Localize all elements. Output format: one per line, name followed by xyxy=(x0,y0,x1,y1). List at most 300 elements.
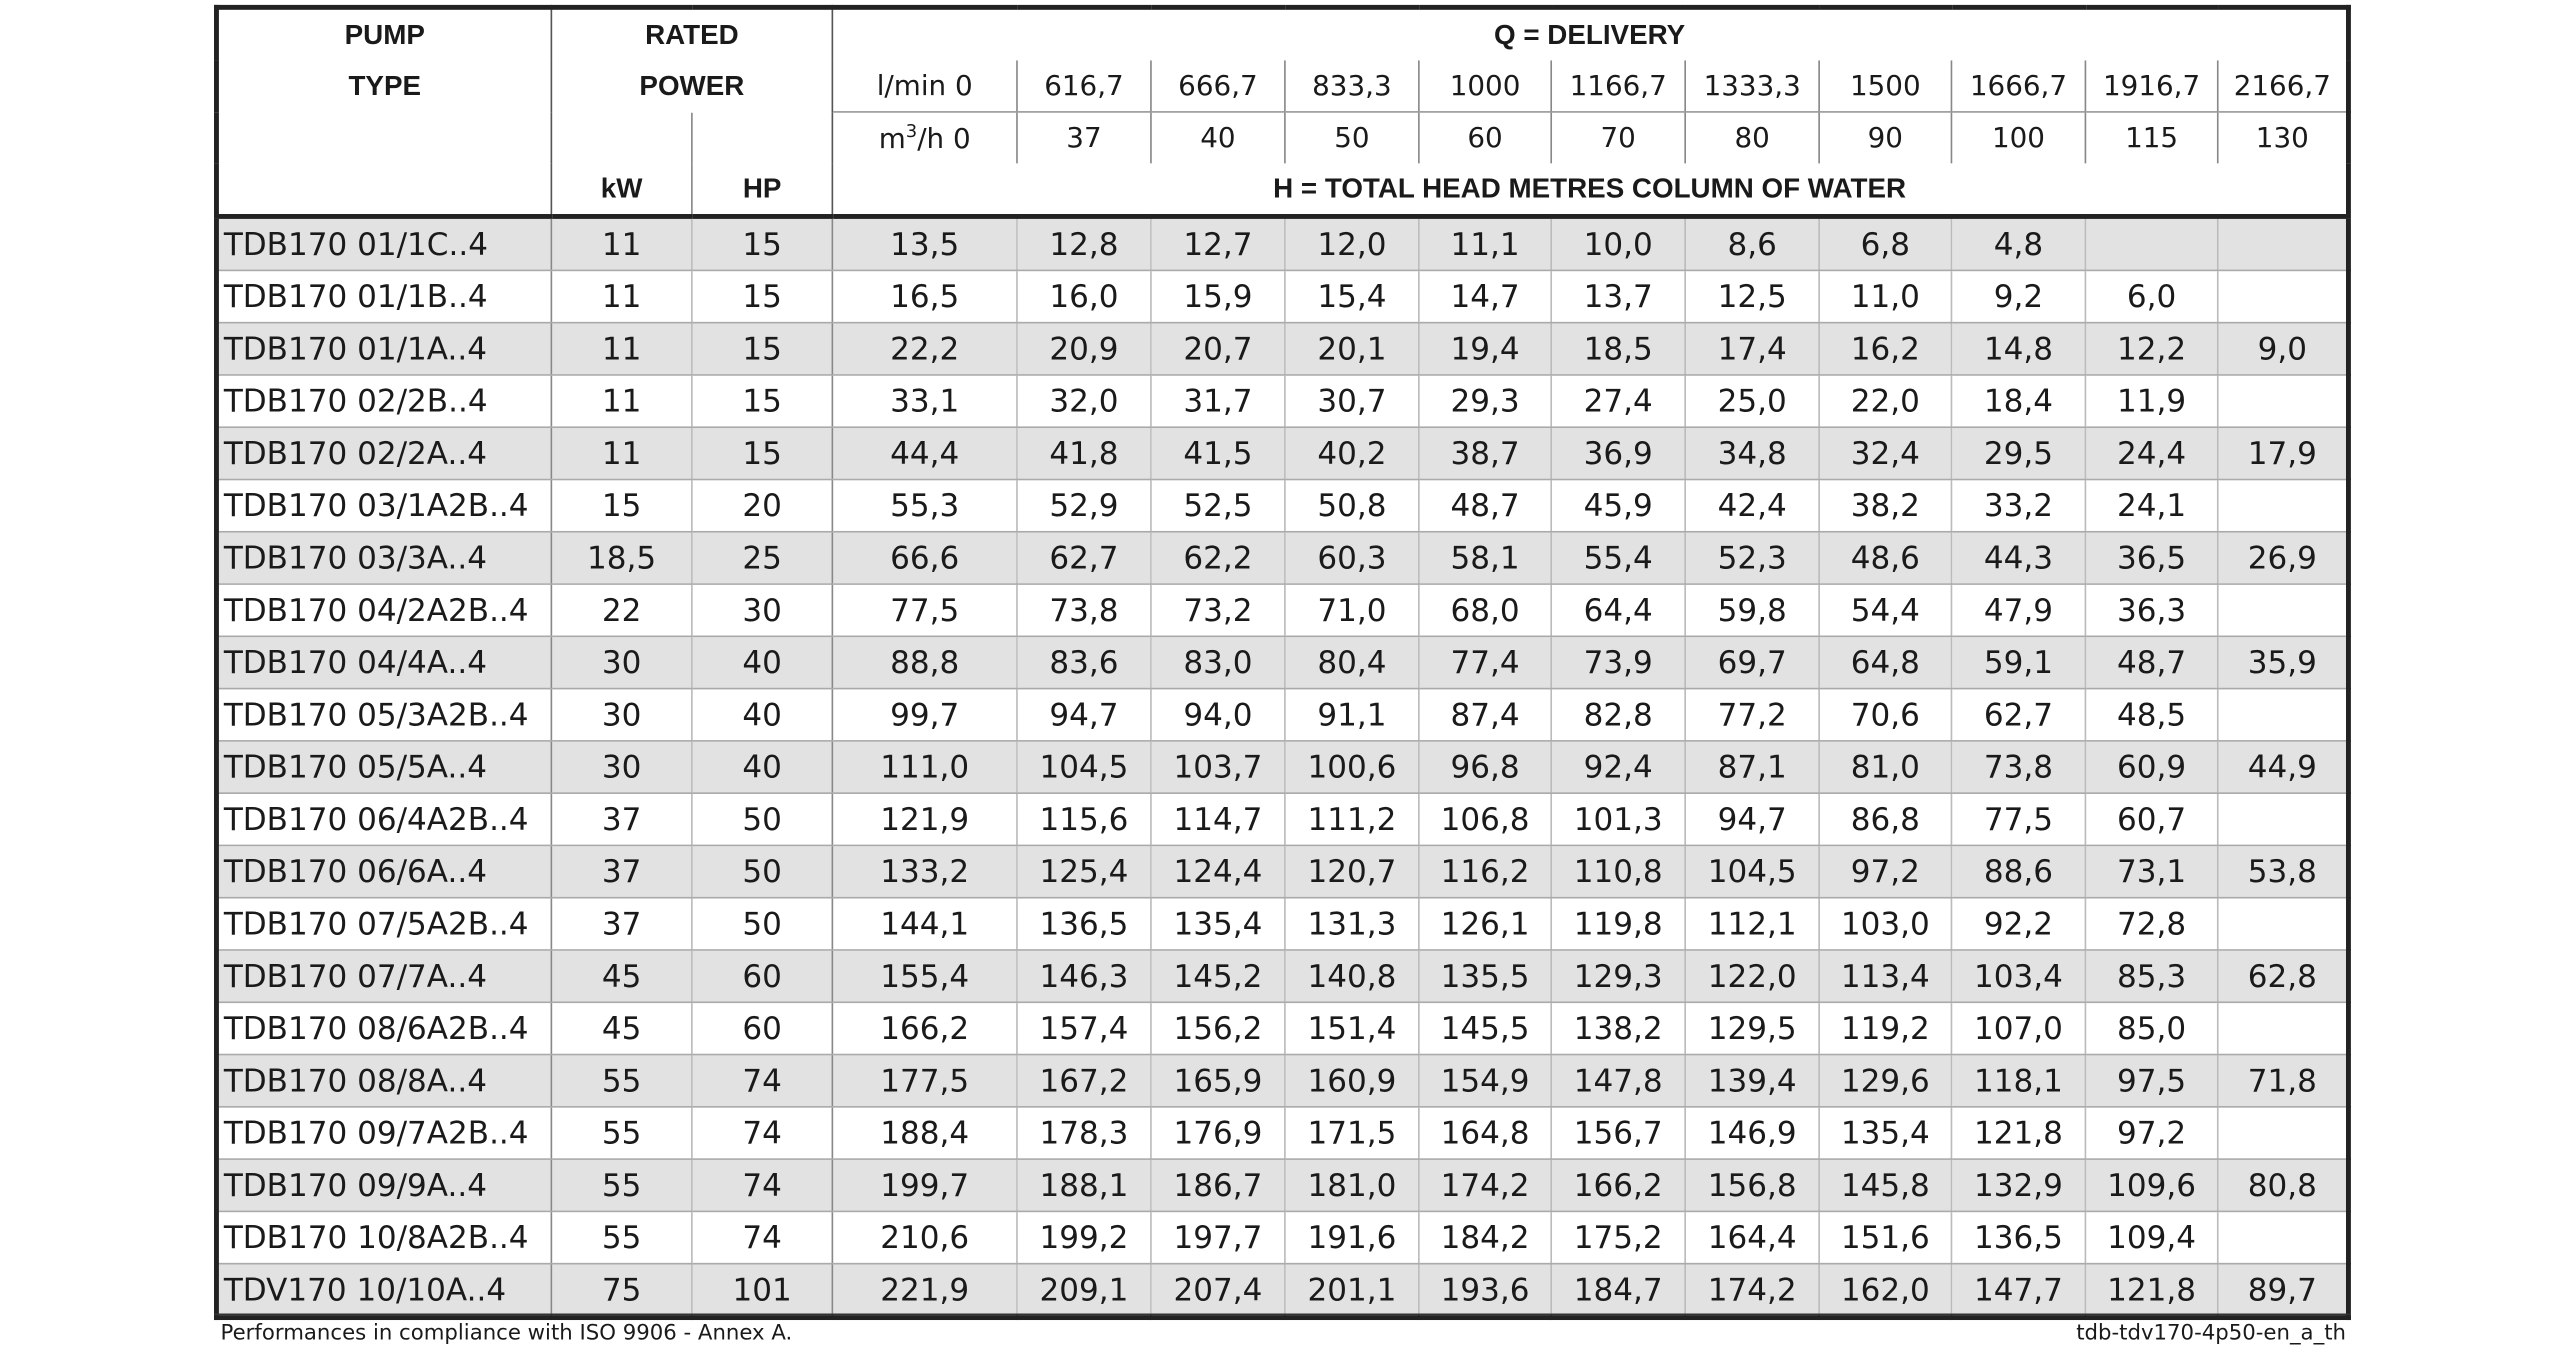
head-value-cell: 15,9 xyxy=(1151,270,1285,322)
head-value-cell: 38,2 xyxy=(1819,479,1951,531)
head-value-cell: 94,7 xyxy=(1685,793,1819,845)
head-value-cell: 201,1 xyxy=(1285,1264,1419,1318)
head-value-cell: 80,8 xyxy=(2218,1159,2349,1211)
hp-cell: 50 xyxy=(692,898,833,950)
head-value-cell: 48,7 xyxy=(2085,636,2217,688)
head-value-cell: 88,8 xyxy=(832,636,1017,688)
hp-cell: 20 xyxy=(692,479,833,531)
kw-cell: 55 xyxy=(551,1055,691,1107)
head-value-cell: 145,2 xyxy=(1151,950,1285,1002)
head-value-cell xyxy=(2218,375,2349,427)
pump-type-cell: TDB170 01/1B..4 xyxy=(216,270,551,322)
head-value-cell: 12,7 xyxy=(1151,216,1285,270)
pump-type-cell: TDB170 09/7A2B..4 xyxy=(216,1107,551,1159)
head-value-cell: 41,5 xyxy=(1151,427,1285,479)
kw-cell: 11 xyxy=(551,375,691,427)
head-value-cell: 126,1 xyxy=(1419,898,1551,950)
head-value-cell: 29,5 xyxy=(1951,427,2085,479)
head-value-cell: 87,1 xyxy=(1685,741,1819,793)
pump-type-cell: TDB170 01/1A..4 xyxy=(216,323,551,375)
kw-cell: 11 xyxy=(551,270,691,322)
table-row xyxy=(216,1159,2348,1211)
kw-cell: 11 xyxy=(551,427,691,479)
head-value-cell: 52,5 xyxy=(1151,479,1285,531)
head-value-cell xyxy=(2218,1002,2349,1054)
flow-lmin-value: 1500 xyxy=(1819,60,1951,111)
head-value-cell: 29,3 xyxy=(1419,375,1551,427)
head-value-cell: 85,3 xyxy=(2085,950,2217,1002)
header-spacer xyxy=(551,112,691,163)
head-value-cell: 14,8 xyxy=(1951,323,2085,375)
head-value-cell: 103,4 xyxy=(1951,950,2085,1002)
head-value-cell: 9,2 xyxy=(1951,270,2085,322)
head-value-cell: 25,0 xyxy=(1685,375,1819,427)
kw-cell: 55 xyxy=(551,1107,691,1159)
head-value-cell: 92,2 xyxy=(1951,898,2085,950)
head-value-cell: 184,2 xyxy=(1419,1211,1551,1263)
head-value-cell: 156,8 xyxy=(1685,1159,1819,1211)
hp-cell: 15 xyxy=(692,216,833,270)
hp-cell: 25 xyxy=(692,532,833,584)
table-row xyxy=(216,845,2348,897)
head-value-cell: 124,4 xyxy=(1151,845,1285,897)
head-value-cell: 176,9 xyxy=(1151,1107,1285,1159)
table-row xyxy=(216,375,2348,427)
rated-power-header-line1: RATED xyxy=(551,7,832,60)
head-value-cell: 64,8 xyxy=(1819,636,1951,688)
head-value-cell: 122,0 xyxy=(1685,950,1819,1002)
table-row xyxy=(216,689,2348,741)
head-title: H = TOTAL HEAD METRES COLUMN OF WATER xyxy=(832,163,2348,216)
head-value-cell: 120,7 xyxy=(1285,845,1419,897)
head-value-cell: 52,9 xyxy=(1017,479,1151,531)
head-value-cell: 32,4 xyxy=(1819,427,1951,479)
head-value-cell: 174,2 xyxy=(1685,1264,1819,1318)
head-value-cell xyxy=(2218,1107,2349,1159)
pump-type-header-line2: TYPE xyxy=(216,60,551,111)
head-value-cell: 73,1 xyxy=(2085,845,2217,897)
head-value-cell: 209,1 xyxy=(1017,1264,1151,1318)
head-value-cell: 133,2 xyxy=(832,845,1017,897)
flow-lmin-value: 2166,7 xyxy=(2218,60,2349,111)
pump-type-cell: TDB170 03/3A..4 xyxy=(216,532,551,584)
pump-type-cell: TDB170 05/5A..4 xyxy=(216,741,551,793)
flow-m3h-value: 37 xyxy=(1017,112,1151,163)
head-value-cell: 18,4 xyxy=(1951,375,2085,427)
pump-type-cell: TDB170 08/8A..4 xyxy=(216,1055,551,1107)
head-value-cell: 144,1 xyxy=(832,898,1017,950)
head-value-cell: 14,7 xyxy=(1419,270,1551,322)
head-value-cell: 103,7 xyxy=(1151,741,1285,793)
head-value-cell: 27,4 xyxy=(1551,375,1685,427)
flow-m3h-label-post: /h 0 xyxy=(917,123,971,156)
table-row xyxy=(216,323,2348,375)
head-value-cell: 11,1 xyxy=(1419,216,1551,270)
head-value-cell: 91,1 xyxy=(1285,689,1419,741)
head-value-cell: 16,0 xyxy=(1017,270,1151,322)
pump-type-cell: TDB170 09/9A..4 xyxy=(216,1159,551,1211)
head-value-cell xyxy=(2218,216,2349,270)
table-body xyxy=(216,216,2348,1317)
head-value-cell: 12,0 xyxy=(1285,216,1419,270)
head-value-cell: 191,6 xyxy=(1285,1211,1419,1263)
flow-lmin-value: 1666,7 xyxy=(1951,60,2085,111)
kw-cell: 37 xyxy=(551,845,691,897)
head-value-cell xyxy=(2085,216,2217,270)
head-value-cell: 132,9 xyxy=(1951,1159,2085,1211)
head-value-cell: 17,9 xyxy=(2218,427,2349,479)
head-value-cell: 184,7 xyxy=(1551,1264,1685,1318)
head-value-cell: 82,8 xyxy=(1551,689,1685,741)
table-row xyxy=(216,1264,2348,1318)
head-value-cell: 151,6 xyxy=(1819,1211,1951,1263)
hp-cell: 15 xyxy=(692,270,833,322)
head-value-cell: 26,9 xyxy=(2218,532,2349,584)
hp-cell: 15 xyxy=(692,427,833,479)
head-value-cell xyxy=(2218,270,2349,322)
head-value-cell: 6,0 xyxy=(2085,270,2217,322)
head-value-cell: 146,3 xyxy=(1017,950,1151,1002)
hp-cell: 74 xyxy=(692,1211,833,1263)
head-value-cell: 44,3 xyxy=(1951,532,2085,584)
table-row xyxy=(216,1107,2348,1159)
head-value-cell: 136,5 xyxy=(1017,898,1151,950)
head-value-cell: 55,4 xyxy=(1551,532,1685,584)
kw-cell: 37 xyxy=(551,898,691,950)
head-value-cell: 129,5 xyxy=(1685,1002,1819,1054)
head-value-cell: 119,8 xyxy=(1551,898,1685,950)
head-value-cell: 68,0 xyxy=(1419,584,1551,636)
table-row xyxy=(216,584,2348,636)
head-value-cell: 48,6 xyxy=(1819,532,1951,584)
head-value-cell: 186,7 xyxy=(1151,1159,1285,1211)
head-value-cell: 89,7 xyxy=(2218,1264,2349,1318)
head-value-cell: 135,4 xyxy=(1151,898,1285,950)
table-row xyxy=(216,636,2348,688)
pump-type-cell: TDB170 04/4A..4 xyxy=(216,636,551,688)
head-value-cell: 193,6 xyxy=(1419,1264,1551,1318)
hp-cell: 101 xyxy=(692,1264,833,1318)
pump-type-cell: TDV170 10/10A..4 xyxy=(216,1264,551,1318)
head-value-cell: 111,0 xyxy=(832,741,1017,793)
head-value-cell: 135,4 xyxy=(1819,1107,1951,1159)
head-value-cell: 88,6 xyxy=(1951,845,2085,897)
head-value-cell: 48,7 xyxy=(1419,479,1551,531)
head-value-cell: 164,4 xyxy=(1685,1211,1819,1263)
hp-cell: 60 xyxy=(692,950,833,1002)
head-value-cell: 136,5 xyxy=(1951,1211,2085,1263)
head-value-cell: 55,3 xyxy=(832,479,1017,531)
performance-table xyxy=(214,5,2351,1320)
head-value-cell: 177,5 xyxy=(832,1055,1017,1107)
head-value-cell: 53,8 xyxy=(2218,845,2349,897)
head-value-cell: 111,2 xyxy=(1285,793,1419,845)
pump-type-cell: TDB170 08/6A2B..4 xyxy=(216,1002,551,1054)
head-value-cell: 104,5 xyxy=(1017,741,1151,793)
flow-lmin-label: l/min 0 xyxy=(832,60,1017,111)
kw-header: kW xyxy=(551,163,691,216)
hp-cell: 40 xyxy=(692,689,833,741)
head-value-cell: 13,5 xyxy=(832,216,1017,270)
head-value-cell: 77,4 xyxy=(1419,636,1551,688)
head-value-cell: 38,7 xyxy=(1419,427,1551,479)
flow-m3h-label-sup: 3 xyxy=(905,120,918,142)
footer-rule xyxy=(214,1313,2351,1315)
head-value-cell: 104,5 xyxy=(1685,845,1819,897)
pump-type-cell: TDB170 01/1C..4 xyxy=(216,216,551,270)
head-value-cell: 17,4 xyxy=(1685,323,1819,375)
header-spacer xyxy=(216,163,551,216)
head-value-cell xyxy=(2218,584,2349,636)
head-value-cell: 12,2 xyxy=(2085,323,2217,375)
head-value-cell: 197,7 xyxy=(1151,1211,1285,1263)
head-value-cell: 160,9 xyxy=(1285,1055,1419,1107)
head-value-cell: 135,5 xyxy=(1419,950,1551,1002)
head-value-cell: 115,6 xyxy=(1017,793,1151,845)
head-value-cell: 73,9 xyxy=(1551,636,1685,688)
head-value-cell: 40,2 xyxy=(1285,427,1419,479)
hp-cell: 15 xyxy=(692,375,833,427)
head-value-cell xyxy=(2218,1211,2349,1263)
kw-cell: 45 xyxy=(551,1002,691,1054)
head-value-cell: 41,8 xyxy=(1017,427,1151,479)
head-value-cell: 188,4 xyxy=(832,1107,1017,1159)
head-value-cell: 73,8 xyxy=(1017,584,1151,636)
flow-lmin-value: 1916,7 xyxy=(2085,60,2217,111)
head-value-cell: 181,0 xyxy=(1285,1159,1419,1211)
flow-m3h-label xyxy=(832,112,1017,163)
head-value-cell: 99,7 xyxy=(832,689,1017,741)
head-value-cell: 47,9 xyxy=(1951,584,2085,636)
head-value-cell: 18,5 xyxy=(1551,323,1685,375)
flow-m3h-value: 60 xyxy=(1419,112,1551,163)
head-value-cell: 12,5 xyxy=(1685,270,1819,322)
head-value-cell: 166,2 xyxy=(832,1002,1017,1054)
head-value-cell: 44,4 xyxy=(832,427,1017,479)
head-value-cell: 54,4 xyxy=(1819,584,1951,636)
head-value-cell xyxy=(2218,793,2349,845)
hp-cell: 15 xyxy=(692,323,833,375)
hp-cell: 74 xyxy=(692,1159,833,1211)
head-value-cell: 71,8 xyxy=(2218,1055,2349,1107)
head-value-cell: 146,9 xyxy=(1685,1107,1819,1159)
head-value-cell: 12,8 xyxy=(1017,216,1151,270)
footer-code: tdb-tdv170-4p50-en_a_th xyxy=(2076,1321,2346,1347)
head-value-cell: 11,0 xyxy=(1819,270,1951,322)
head-value-cell: 106,8 xyxy=(1419,793,1551,845)
kw-cell: 30 xyxy=(551,689,691,741)
head-value-cell: 44,9 xyxy=(2218,741,2349,793)
pump-type-cell: TDB170 03/1A2B..4 xyxy=(216,479,551,531)
head-value-cell: 33,2 xyxy=(1951,479,2085,531)
head-value-cell: 147,8 xyxy=(1551,1055,1685,1107)
head-value-cell: 48,5 xyxy=(2085,689,2217,741)
head-value-cell: 145,5 xyxy=(1419,1002,1551,1054)
head-value-cell: 155,4 xyxy=(832,950,1017,1002)
head-value-cell: 60,9 xyxy=(2085,741,2217,793)
kw-cell: 37 xyxy=(551,793,691,845)
head-value-cell: 171,5 xyxy=(1285,1107,1419,1159)
pump-type-cell: TDB170 06/4A2B..4 xyxy=(216,793,551,845)
head-value-cell: 103,0 xyxy=(1819,898,1951,950)
pump-type-cell: TDB170 02/2B..4 xyxy=(216,375,551,427)
head-value-cell: 62,2 xyxy=(1151,532,1285,584)
hp-header: HP xyxy=(692,163,833,216)
head-value-cell: 62,7 xyxy=(1017,532,1151,584)
pump-type-cell: TDB170 05/3A2B..4 xyxy=(216,689,551,741)
head-value-cell: 42,4 xyxy=(1685,479,1819,531)
head-value-cell: 80,4 xyxy=(1285,636,1419,688)
head-value-cell: 114,7 xyxy=(1151,793,1285,845)
table-row xyxy=(216,950,2348,1002)
head-value-cell: 174,2 xyxy=(1419,1159,1551,1211)
head-value-cell: 94,0 xyxy=(1151,689,1285,741)
flow-lmin-value: 666,7 xyxy=(1151,60,1285,111)
head-value-cell: 210,6 xyxy=(832,1211,1017,1263)
head-value-cell: 199,7 xyxy=(832,1159,1017,1211)
kw-cell: 11 xyxy=(551,216,691,270)
table-row xyxy=(216,1211,2348,1263)
pump-type-cell: TDB170 07/7A..4 xyxy=(216,950,551,1002)
rated-power-header-line2: POWER xyxy=(551,60,832,111)
table-row xyxy=(216,793,2348,845)
delivery-header: Q = DELIVERY xyxy=(1494,18,1686,50)
head-value-cell: 16,2 xyxy=(1819,323,1951,375)
flow-lmin-value: 1333,3 xyxy=(1685,60,1819,111)
hp-cell: 30 xyxy=(692,584,833,636)
head-value-cell: 175,2 xyxy=(1551,1211,1685,1263)
kw-cell: 45 xyxy=(551,950,691,1002)
hp-cell: 50 xyxy=(692,793,833,845)
table-row xyxy=(216,741,2348,793)
head-value-cell: 165,9 xyxy=(1151,1055,1285,1107)
head-value-cell: 83,0 xyxy=(1151,636,1285,688)
hp-cell: 50 xyxy=(692,845,833,897)
head-value-cell: 109,6 xyxy=(2085,1159,2217,1211)
head-value-cell: 151,4 xyxy=(1285,1002,1419,1054)
head-value-cell: 96,8 xyxy=(1419,741,1551,793)
kw-cell: 55 xyxy=(551,1159,691,1211)
head-value-cell: 9,0 xyxy=(2218,323,2349,375)
pump-type-cell: TDB170 10/8A2B..4 xyxy=(216,1211,551,1263)
kw-cell: 30 xyxy=(551,636,691,688)
head-value-cell: 4,8 xyxy=(1951,216,2085,270)
head-value-cell: 15,4 xyxy=(1285,270,1419,322)
head-value-cell: 112,1 xyxy=(1685,898,1819,950)
head-value-cell: 52,3 xyxy=(1685,532,1819,584)
head-value-cell: 72,8 xyxy=(2085,898,2217,950)
table-row xyxy=(216,898,2348,950)
head-value-cell: 138,2 xyxy=(1551,1002,1685,1054)
flow-m3h-value: 80 xyxy=(1685,112,1819,163)
head-value-cell: 10,0 xyxy=(1551,216,1685,270)
head-value-cell: 147,7 xyxy=(1951,1264,2085,1318)
head-value-cell: 24,1 xyxy=(2085,479,2217,531)
table-row xyxy=(216,270,2348,322)
hp-cell: 74 xyxy=(692,1107,833,1159)
head-value-cell: 107,0 xyxy=(1951,1002,2085,1054)
head-value-cell: 77,5 xyxy=(832,584,1017,636)
head-value-cell: 221,9 xyxy=(832,1264,1017,1318)
head-value-cell: 139,4 xyxy=(1685,1055,1819,1107)
head-value-cell: 66,6 xyxy=(832,532,1017,584)
flow-m3h-value: 70 xyxy=(1551,112,1685,163)
flow-m3h-value: 90 xyxy=(1819,112,1951,163)
head-value-cell: 30,7 xyxy=(1285,375,1419,427)
flow-lmin-value: 833,3 xyxy=(1285,60,1419,111)
head-value-cell: 45,9 xyxy=(1551,479,1685,531)
head-value-cell: 131,3 xyxy=(1285,898,1419,950)
head-value-cell: 8,6 xyxy=(1685,216,1819,270)
footer-note: Performances in compliance with ISO 9906 - Annex A. xyxy=(220,1321,793,1347)
head-value-cell: 157,4 xyxy=(1017,1002,1151,1054)
head-value-cell: 11,9 xyxy=(2085,375,2217,427)
head-value-cell: 87,4 xyxy=(1419,689,1551,741)
flow-m3h-label-pre: m xyxy=(878,123,906,156)
head-value-cell xyxy=(2218,689,2349,741)
head-value-cell: 110,8 xyxy=(1551,845,1685,897)
head-value-cell: 101,3 xyxy=(1551,793,1685,845)
flow-m3h-value: 100 xyxy=(1951,112,2085,163)
flow-m3h-value: 115 xyxy=(2085,112,2217,163)
head-value-cell: 199,2 xyxy=(1017,1211,1151,1263)
kw-cell: 22 xyxy=(551,584,691,636)
head-value-cell: 85,0 xyxy=(2085,1002,2217,1054)
pump-type-cell: TDB170 06/6A..4 xyxy=(216,845,551,897)
kw-cell: 75 xyxy=(551,1264,691,1318)
table-row xyxy=(216,427,2348,479)
kw-cell: 15 xyxy=(551,479,691,531)
head-value-cell: 129,3 xyxy=(1551,950,1685,1002)
head-value-cell: 97,5 xyxy=(2085,1055,2217,1107)
head-value-cell: 167,2 xyxy=(1017,1055,1151,1107)
head-value-cell: 162,0 xyxy=(1819,1264,1951,1318)
head-value-cell: 60,3 xyxy=(1285,532,1419,584)
head-value-cell: 62,7 xyxy=(1951,689,2085,741)
pump-type-cell: TDB170 04/2A2B..4 xyxy=(216,584,551,636)
head-value-cell: 6,8 xyxy=(1819,216,1951,270)
head-value-cell: 140,8 xyxy=(1285,950,1419,1002)
head-value-cell xyxy=(2218,898,2349,950)
head-value-cell: 164,8 xyxy=(1419,1107,1551,1159)
header-spacer xyxy=(692,112,833,163)
head-value-cell: 156,2 xyxy=(1151,1002,1285,1054)
table-header xyxy=(216,7,2348,216)
head-value-cell: 36,9 xyxy=(1551,427,1685,479)
head-value-cell: 64,4 xyxy=(1551,584,1685,636)
table-row xyxy=(216,216,2348,270)
flow-m3h-value: 50 xyxy=(1285,112,1419,163)
head-value-cell: 81,0 xyxy=(1819,741,1951,793)
pump-type-cell: TDB170 07/5A2B..4 xyxy=(216,898,551,950)
head-value-cell: 22,0 xyxy=(1819,375,1951,427)
head-value-cell: 188,1 xyxy=(1017,1159,1151,1211)
head-value-cell: 34,8 xyxy=(1685,427,1819,479)
head-value-cell: 166,2 xyxy=(1551,1159,1685,1211)
head-value-cell: 119,2 xyxy=(1819,1002,1951,1054)
table-row xyxy=(216,479,2348,531)
head-value-cell: 100,6 xyxy=(1285,741,1419,793)
head-value-cell: 121,9 xyxy=(832,793,1017,845)
head-value-cell: 118,1 xyxy=(1951,1055,2085,1107)
head-value-cell: 71,0 xyxy=(1285,584,1419,636)
head-value-cell: 77,2 xyxy=(1685,689,1819,741)
flow-lmin-value: 616,7 xyxy=(1017,60,1151,111)
head-value-cell: 60,7 xyxy=(2085,793,2217,845)
flow-lmin-value: 1166,7 xyxy=(1551,60,1685,111)
kw-cell: 30 xyxy=(551,741,691,793)
head-value-cell: 35,9 xyxy=(2218,636,2349,688)
